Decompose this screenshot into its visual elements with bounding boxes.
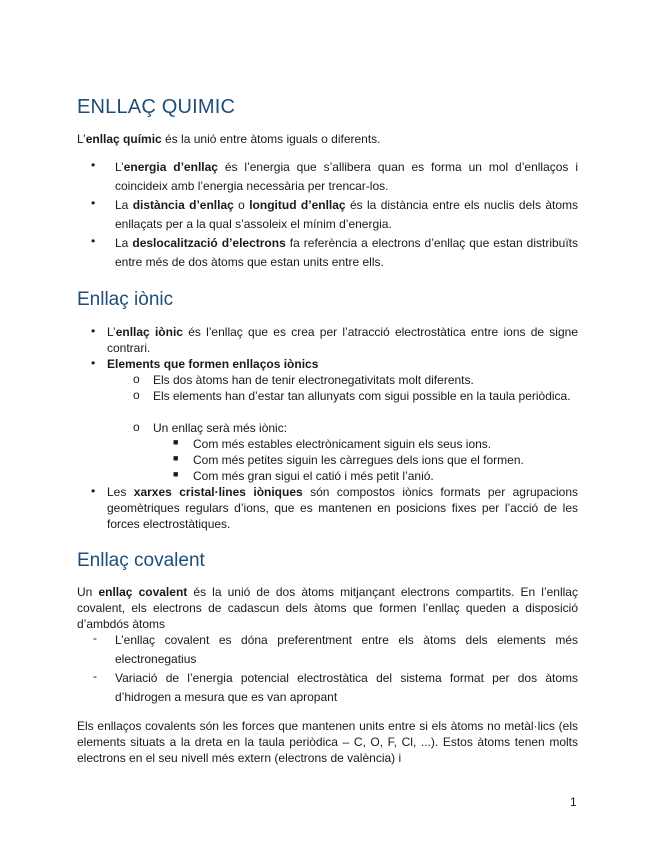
bullet-marker: • [91,356,96,370]
page-title: ENLLAÇ QUIMIC [77,96,236,118]
section-heading-covalent: Enllaç covalent [77,550,205,571]
bullet-marker: • [91,324,96,338]
circle-marker: o [133,388,140,402]
bullet-marker: • [91,484,96,498]
ionic-subsub-text-3: Com més gran sigui el catió i més petit l’anió. [193,469,434,483]
dash-marker: - [93,631,97,645]
def-text-1: L’energia d’enllaç és l’energia que s’allibera quan es forma un mol d’enllaços i coincideix amb l’energia necessària per trencar-los. [115,160,578,193]
ionic-text-1: L’enllaç iònic és l’enllaç que es crea per l’atracció electrostàtica entre ions de signe contrari. [107,325,578,355]
bullet-marker: • [91,234,96,248]
bullet-marker: • [91,158,96,172]
ionic-sub-text-3: Un enllaç serà més iònic: [153,421,288,435]
covalent-intro: Un enllaç covalent és la unió de dos àtoms mitjançant electrons compartits. En l’enllaç covalent, els electrons de cadascun dels àtoms que formen l’enllaç queden a disposició d’ambdós àtoms [77,585,578,631]
ionic-text-3: Les xarxes cristal·lines iòniques són compostos iònics formats per agrupacions geomètriques regulars d’ions, que es mantenen en posicions fixes per l’acció de les forces electrostàtiques. [107,485,579,531]
def-text-2: La distància d’enllaç o longitud d’enllaç és la distància entre els nuclis dels àtoms enllaçats per a la qual s’assoleix el mínim d’energia. [115,198,578,231]
section-heading-ionic: Enllaç iònic [77,289,174,310]
ionic-sub-text-1: Els dos àtoms han de tenir electronegativitats molt diferents. [153,373,474,387]
intro-paragraph [77,131,578,148]
intro-bold: enllaç químic [85,132,162,146]
covalent-paragraph: Els enllaços covalents són les forces que mantenen units entre si els àtoms no metàl·lics (els elements situats a la dreta en la taula periòdica – C, O, F, Cl, ...). Estos àtoms tenen molts electrons en el seu nivell més extern (electrons de valència) i [77,719,578,765]
ionic-text-2: Elements que formen enllaços iònics [107,357,319,371]
covalent-dash-text-1: L’enllaç covalent es dóna preferentment entre els àtoms dels elements més electronegatius [115,633,578,666]
ionic-sub-text-2: Els elements han d’estar tan allunyats com sigui possible en la taula periòdica. [153,389,571,403]
square-marker: ■ [173,469,179,479]
ionic-subsub-text-2: Com més petites siguin les càrregues dels ions que el formen. [193,453,524,467]
intro-pre: L’ [77,132,86,146]
def-text-3: La deslocalització d’electrons fa referència a electrons d’enllaç que estan distribuïts entre més de dos àtoms que estan units entre ells. [115,236,579,269]
ionic-subsub-text-1: Com més estables electrònicament siguin els seus ions. [193,437,492,451]
page-number: 1 [570,795,577,809]
square-marker: ■ [173,453,179,463]
circle-marker: o [133,420,140,434]
square-marker: ■ [173,437,179,447]
bullet-marker: • [91,196,96,210]
circle-marker: o [133,372,140,386]
intro-post: és la unió entre àtoms iguals o diferents. [161,132,381,146]
dash-marker: - [93,669,97,683]
covalent-dash-text-2: Variació de l’energia potencial electrostàtica del sistema format per dos àtoms d’hidrogen a mesura que es van apropant [115,671,578,704]
